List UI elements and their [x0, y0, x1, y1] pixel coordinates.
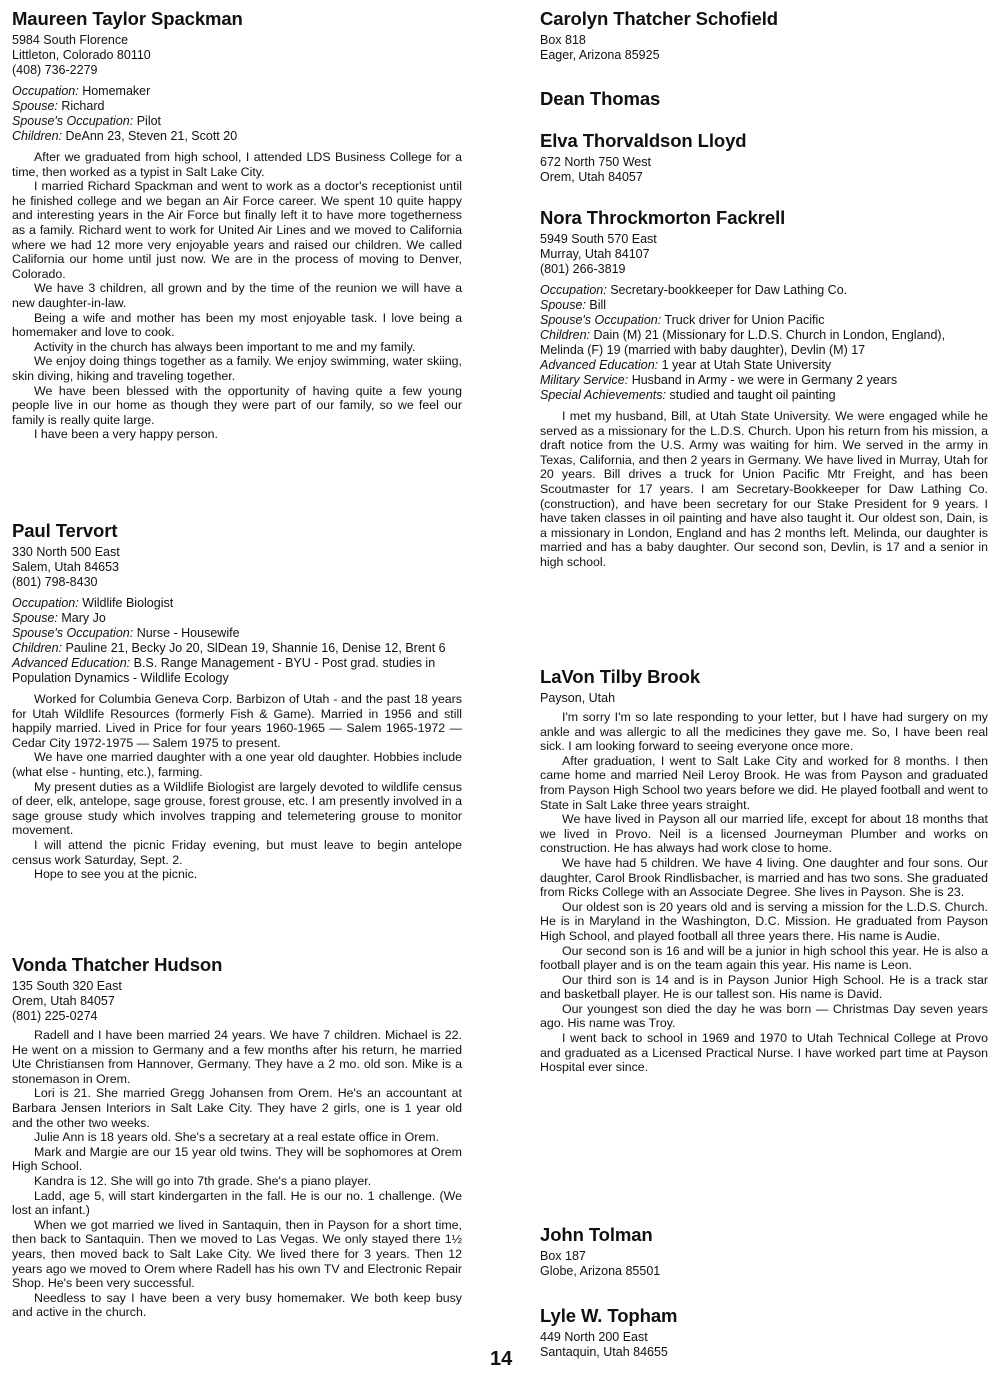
- body-paragraph: Activity in the church has always been important to me and my family.: [34, 339, 416, 354]
- body-paragraph: Needless to say I have been a very busy homemaker. We both keep busy and active in the church.: [12, 1290, 462, 1320]
- address-line: (801) 798-8430: [12, 575, 98, 589]
- fact-value: Bill: [589, 298, 607, 312]
- entry-facts: [12, 596, 462, 686]
- entry-name: Dean Thomas: [540, 88, 661, 109]
- fact-row: [540, 298, 988, 313]
- entry-address: [540, 33, 988, 63]
- address-line: Salem, Utah 84653: [12, 560, 120, 574]
- fact-row: [540, 388, 988, 403]
- address-line: Payson, Utah: [540, 691, 616, 705]
- address-line: Box 187: [540, 1249, 586, 1263]
- fact-label: Spouse's Occupation:: [12, 114, 134, 128]
- fact-label: Spouse's Occupation:: [540, 313, 662, 327]
- entry-body: [540, 710, 988, 1075]
- body-paragraph: We have been blessed with the opportunity of having quite a few young people live in our home as though they were part of our family, so we feel our family is really quite large.: [12, 383, 462, 427]
- body-paragraph: We have one married daughter with a one year old daughter. Hobbies include (what else - hunting, etc.), farming.: [12, 750, 462, 779]
- body-paragraph: Our second son is 16 and will be a junior in high school this year. He is also a football player and is on the team again this year. His name is Leon.: [540, 943, 988, 973]
- body-paragraph: I went back to school in 1969 and 1970 to Utah Technical College at Provo and graduated as a Licensed Practical Nurse. I have worked part time at Payson Hospital ever since.: [540, 1031, 988, 1075]
- entry-body: [540, 409, 988, 570]
- body-paragraph: Radell and I have been married 24 years. We have 7 children. Michael is 22. He went on a mission to Germany and a few months after his return, he married Ute Christiansen from Hannover, Germany. They have a 2 mo. old son. Mike is a stonemason in Orem.: [12, 1028, 462, 1086]
- fact-label: Spouse's Occupation:: [12, 626, 134, 640]
- fact-row: [12, 99, 462, 114]
- entry-carolyn-thatcher-schofield: [540, 8, 988, 63]
- fact-row: [12, 626, 462, 641]
- fact-value: 1 year at Utah State University: [661, 358, 832, 372]
- entry-vonda-thatcher-hudson: [12, 954, 462, 1320]
- body-paragraph: Worked for Columbia Geneva Corp. Barbizon of Utah - and the past 18 years for Utah Wildlife Resources (formerly Fish & Game). Married in 1956 and still happily married. Lived in Price for four years 1960-1965 — Salem 1965-1972 — Cedar City 1972-1975 — Salem 1975 to present.: [12, 692, 462, 750]
- address-line: 330 North 500 East: [12, 545, 120, 559]
- body-paragraph: We have 3 children, all grown and by the time of the reunion we will have a new daughter-in-law.: [12, 281, 462, 310]
- address-line: 672 North 750 West: [540, 155, 651, 169]
- address-line: Orem, Utah 84057: [12, 994, 115, 1008]
- entry-elva-thorvaldson-lloyd: [540, 130, 988, 185]
- body-paragraph: After we graduated from high school, I attended LDS Business College for a time, then worked as a typist in Salt Lake City.: [12, 150, 462, 179]
- fact-value: Wildlife Biologist: [82, 596, 174, 610]
- fact-row: [12, 611, 462, 626]
- entry-paul-tervort: [12, 520, 462, 882]
- fact-value: studied and taught oil painting: [669, 388, 836, 402]
- body-paragraph: Mark and Margie are our 15 year old twins. They will be sophomores at Orem High School.: [12, 1144, 462, 1174]
- entry-nora-throckmorton-fackrell: [540, 207, 988, 570]
- fact-label: Spouse:: [12, 99, 58, 113]
- body-paragraph: We have lived in Payson all our married life, except for about 18 months that we lived in Provo. Neil is a licensed Journeyman Plumber and works on construction. He has always had work close to home.: [540, 812, 988, 856]
- body-paragraph: I met my husband, Bill, at Utah State University. We were engaged while he served as a missionary for the L.D.S. Church. Upon his return from his mission, a draft notice from the U.S. Army was waiting for him. We served in the army in Texas, California, and then 2 years in Germany. We have lived in Murray, Utah for 20 years. Bill drives a truck for Union Pacific Mtr Freight, and has been Scoutmaster for 17 years. I am Secretary-Bookkeeper for Daw Lathing Co. (construction), and have been secretary for our Stake President for 9 years. I have taken classes in oil painting and have also taught it. Our oldest son, Dain, is a missionary in London, England and has 2 months left. Melinda, our daughter is married and has a baby daughter. Our second son, Devlin, is 17 and a senior in high school.: [540, 409, 988, 569]
- entry-name: Lyle W. Topham: [540, 1305, 678, 1326]
- entry-address: [540, 691, 988, 706]
- body-paragraph: Our youngest son died the day he was born — Christmas Day seven years ago. His name was Troy.: [540, 1001, 988, 1031]
- entry-name: LaVon Tilby Brook: [540, 666, 701, 687]
- fact-row: [540, 313, 988, 328]
- address-line: Box 818: [540, 33, 586, 47]
- address-line: 5984 South Florence: [12, 33, 129, 47]
- fact-value: Truck driver for Union Pacific: [664, 313, 825, 327]
- address-line: (801) 225-0274: [12, 1009, 98, 1023]
- entry-address: [540, 1330, 988, 1360]
- fact-row: [12, 129, 462, 144]
- fact-label: Spouse:: [12, 611, 58, 625]
- fact-value: Husband in Army - we were in Germany 2 years: [631, 373, 898, 387]
- fact-value: Dain (M) 21 (Missionary for L.D.S. Church in London, England), Melinda (F) 19 (married with baby daughter), Devlin (M) 17: [540, 328, 946, 357]
- body-paragraph: I will attend the picnic Friday evening, but must leave to begin antelope census work Saturday, Sept. 2.: [12, 837, 462, 867]
- fact-label: Children:: [12, 641, 63, 655]
- fact-row: [540, 328, 988, 358]
- fact-row: [12, 596, 462, 611]
- entry-name: Maureen Taylor Spackman: [12, 8, 243, 29]
- fact-value: Secretary-bookkeeper for Daw Lathing Co.: [610, 283, 848, 297]
- body-paragraph: After graduation, I went to Salt Lake City and worked for 8 months. I then came home and married Neil Leroy Brook. He was from Payson and graduated from Payson High School two years before we did. He played football and went to State in Salt Lake three years straight.: [540, 753, 988, 812]
- body-paragraph: I'm sorry I'm so late responding to your letter, but I have had surgery on my ankle and was allergic to all the medicines they gave me. So, I have been real sick. I am looking forward to seeing everyone once more.: [540, 710, 988, 754]
- address-line: Murray, Utah 84107: [540, 247, 650, 261]
- entry-name: Carolyn Thatcher Schofield: [540, 8, 778, 29]
- fact-label: Occupation:: [12, 596, 79, 610]
- fact-value: Homemaker: [82, 84, 151, 98]
- address-line: (408) 736-2279: [12, 63, 98, 77]
- fact-row: [12, 656, 462, 686]
- address-line: Orem, Utah 84057: [540, 170, 643, 184]
- entry-name: John Tolman: [540, 1224, 653, 1245]
- fact-row: [12, 641, 462, 656]
- entry-facts: [12, 84, 462, 144]
- address-line: Eager, Arizona 85925: [540, 48, 660, 62]
- body-paragraph: Being a wife and mother has been my most enjoyable task. I love being a homemaker and love to cook.: [12, 310, 462, 340]
- fact-label: Spouse:: [540, 298, 586, 312]
- fact-label: Occupation:: [12, 84, 79, 98]
- fact-label: Children:: [540, 328, 591, 342]
- fact-label: Military Service:: [540, 373, 629, 387]
- body-paragraph: Lori is 21. She married Gregg Johansen from Orem. He's an accountant at Barbara Jensen Interiors in Salt Lake City. They have 2 girls, one is 1 year old and the other two weeks.: [12, 1086, 462, 1130]
- fact-value: Pilot: [136, 114, 162, 128]
- fact-row: [12, 84, 462, 99]
- body-paragraph: We enjoy doing things together as a family. We enjoy swimming, water skiing, skin diving, hiking and traveling together.: [12, 354, 462, 383]
- entry-body: [12, 1028, 462, 1320]
- address-line: 449 North 200 East: [540, 1330, 648, 1344]
- fact-value: B.S. Range Management - BYU - Post grad. studies in Population Dynamics - Wildlife Ecology: [12, 656, 436, 685]
- address-line: (801) 266-3819: [540, 262, 626, 276]
- fact-value: Pauline 21, Becky Jo 20, SlDean 19, Shannie 16, Denise 12, Brent 6: [65, 641, 446, 655]
- entry-lavon-tilby-brook: [540, 666, 988, 1075]
- body-paragraph: Our third son is 14 and is in Payson Junior High School. He is a track star and basketball player. He is our tallest son. His name is David.: [540, 972, 988, 1002]
- body-paragraph: I married Richard Spackman and went to work as a doctor's receptionist until he finished college and we began an Air Force career. We spent 10 quite happy and interesting years in the Air Force but finally left it to have more togetherness as a family. Richard went to work for United Air Lines and we moved to California where we had 12 more very enjoyable years and raised our children. We called California our home until just now. We are in the process of moving to Denver, Colorado.: [12, 179, 462, 281]
- address-line: Santaquin, Utah 84655: [540, 1345, 668, 1359]
- entry-address: [12, 545, 462, 590]
- body-paragraph: Our oldest son is 20 years old and is serving a mission for the L.D.S. Church. He is in Maryland in the Washington, D.C. Mission. He graduated from Payson High School, and played football all three years there. His name is Audie.: [540, 899, 988, 943]
- body-paragraph: When we got married we lived in Santaquin, then in Payson for a short time, then back to Santaquin. Then we moved to Las Vegas. We only stayed there 1½ years, then moved back to Salt Lake City. We lived there for 3 years. Then 12 years ago we moved to Orem where Radell has his own TV and Electronic Repair Shop. He's been very successful.: [12, 1217, 462, 1291]
- entry-address: [540, 232, 988, 277]
- body-paragraph: Ladd, age 5, will start kindergarten in the fall. He is our no. 1 challenge. (We lost an infant.): [12, 1188, 462, 1218]
- page-number: 14: [490, 1348, 513, 1370]
- fact-row: [12, 114, 462, 129]
- entry-name: Vonda Thatcher Hudson: [12, 954, 223, 975]
- entry-name: Nora Throckmorton Fackrell: [540, 207, 786, 228]
- body-paragraph: Julie Ann is 18 years old. She's a secretary at a real estate office in Orem.: [34, 1130, 440, 1145]
- fact-label: Children:: [12, 129, 63, 143]
- entry-body: [12, 692, 462, 882]
- fact-label: Advanced Education:: [540, 358, 659, 372]
- entry-address: [12, 33, 462, 78]
- entry-john-tolman: [540, 1224, 988, 1279]
- body-paragraph: Kandra is 12. She will go into 7th grade. She's a piano player.: [34, 1173, 372, 1188]
- fact-row: [540, 373, 988, 388]
- body-paragraph: Hope to see you at the picnic.: [34, 867, 198, 882]
- fact-label: Special Achievements:: [540, 388, 666, 402]
- entry-address: [540, 1249, 988, 1279]
- fact-row: [540, 358, 988, 373]
- entry-dean-thomas: [540, 88, 988, 113]
- entry-body: [12, 150, 462, 442]
- entry-address: [540, 155, 988, 185]
- address-line: Littleton, Colorado 80110: [12, 48, 151, 62]
- body-paragraph: We have had 5 children. We have 4 living. One daughter and four sons. Our daughter, Carol Brook Rindlisbacher, is married and has two sons. She graduated from Ricks College with an Associate Degree. She lives in Payson. She is 23.: [540, 855, 988, 900]
- entry-lyle-w-topham: [540, 1305, 988, 1360]
- body-paragraph: My present duties as a Wildlife Biologist are largely devoted to wildlife census of deer, elk, antelope, sage grouse, forest grouse, etc. I am presently involved in a sage grouse study which involves trapping and telemetering grouse to monitor movement.: [12, 779, 462, 838]
- entry-name: Paul Tervort: [12, 520, 118, 541]
- entry-maureen-taylor-spackman: [12, 8, 462, 442]
- fact-label: Advanced Education:: [12, 656, 131, 670]
- body-paragraph: I have been a very happy person.: [34, 427, 218, 442]
- address-line: 5949 South 570 East: [540, 232, 657, 246]
- fact-value: Nurse - Housewife: [136, 626, 240, 640]
- address-line: 135 South 320 East: [12, 979, 122, 993]
- fact-value: DeAnn 23, Steven 21, Scott 20: [65, 129, 238, 143]
- fact-value: Richard: [61, 99, 105, 113]
- address-line: Globe, Arizona 85501: [540, 1264, 661, 1278]
- entry-address: [12, 979, 462, 1024]
- entry-name: Elva Thorvaldson Lloyd: [540, 130, 747, 151]
- fact-value: Mary Jo: [61, 611, 106, 625]
- fact-row: [540, 283, 988, 298]
- fact-label: Occupation:: [540, 283, 607, 297]
- entry-facts: [540, 283, 988, 403]
